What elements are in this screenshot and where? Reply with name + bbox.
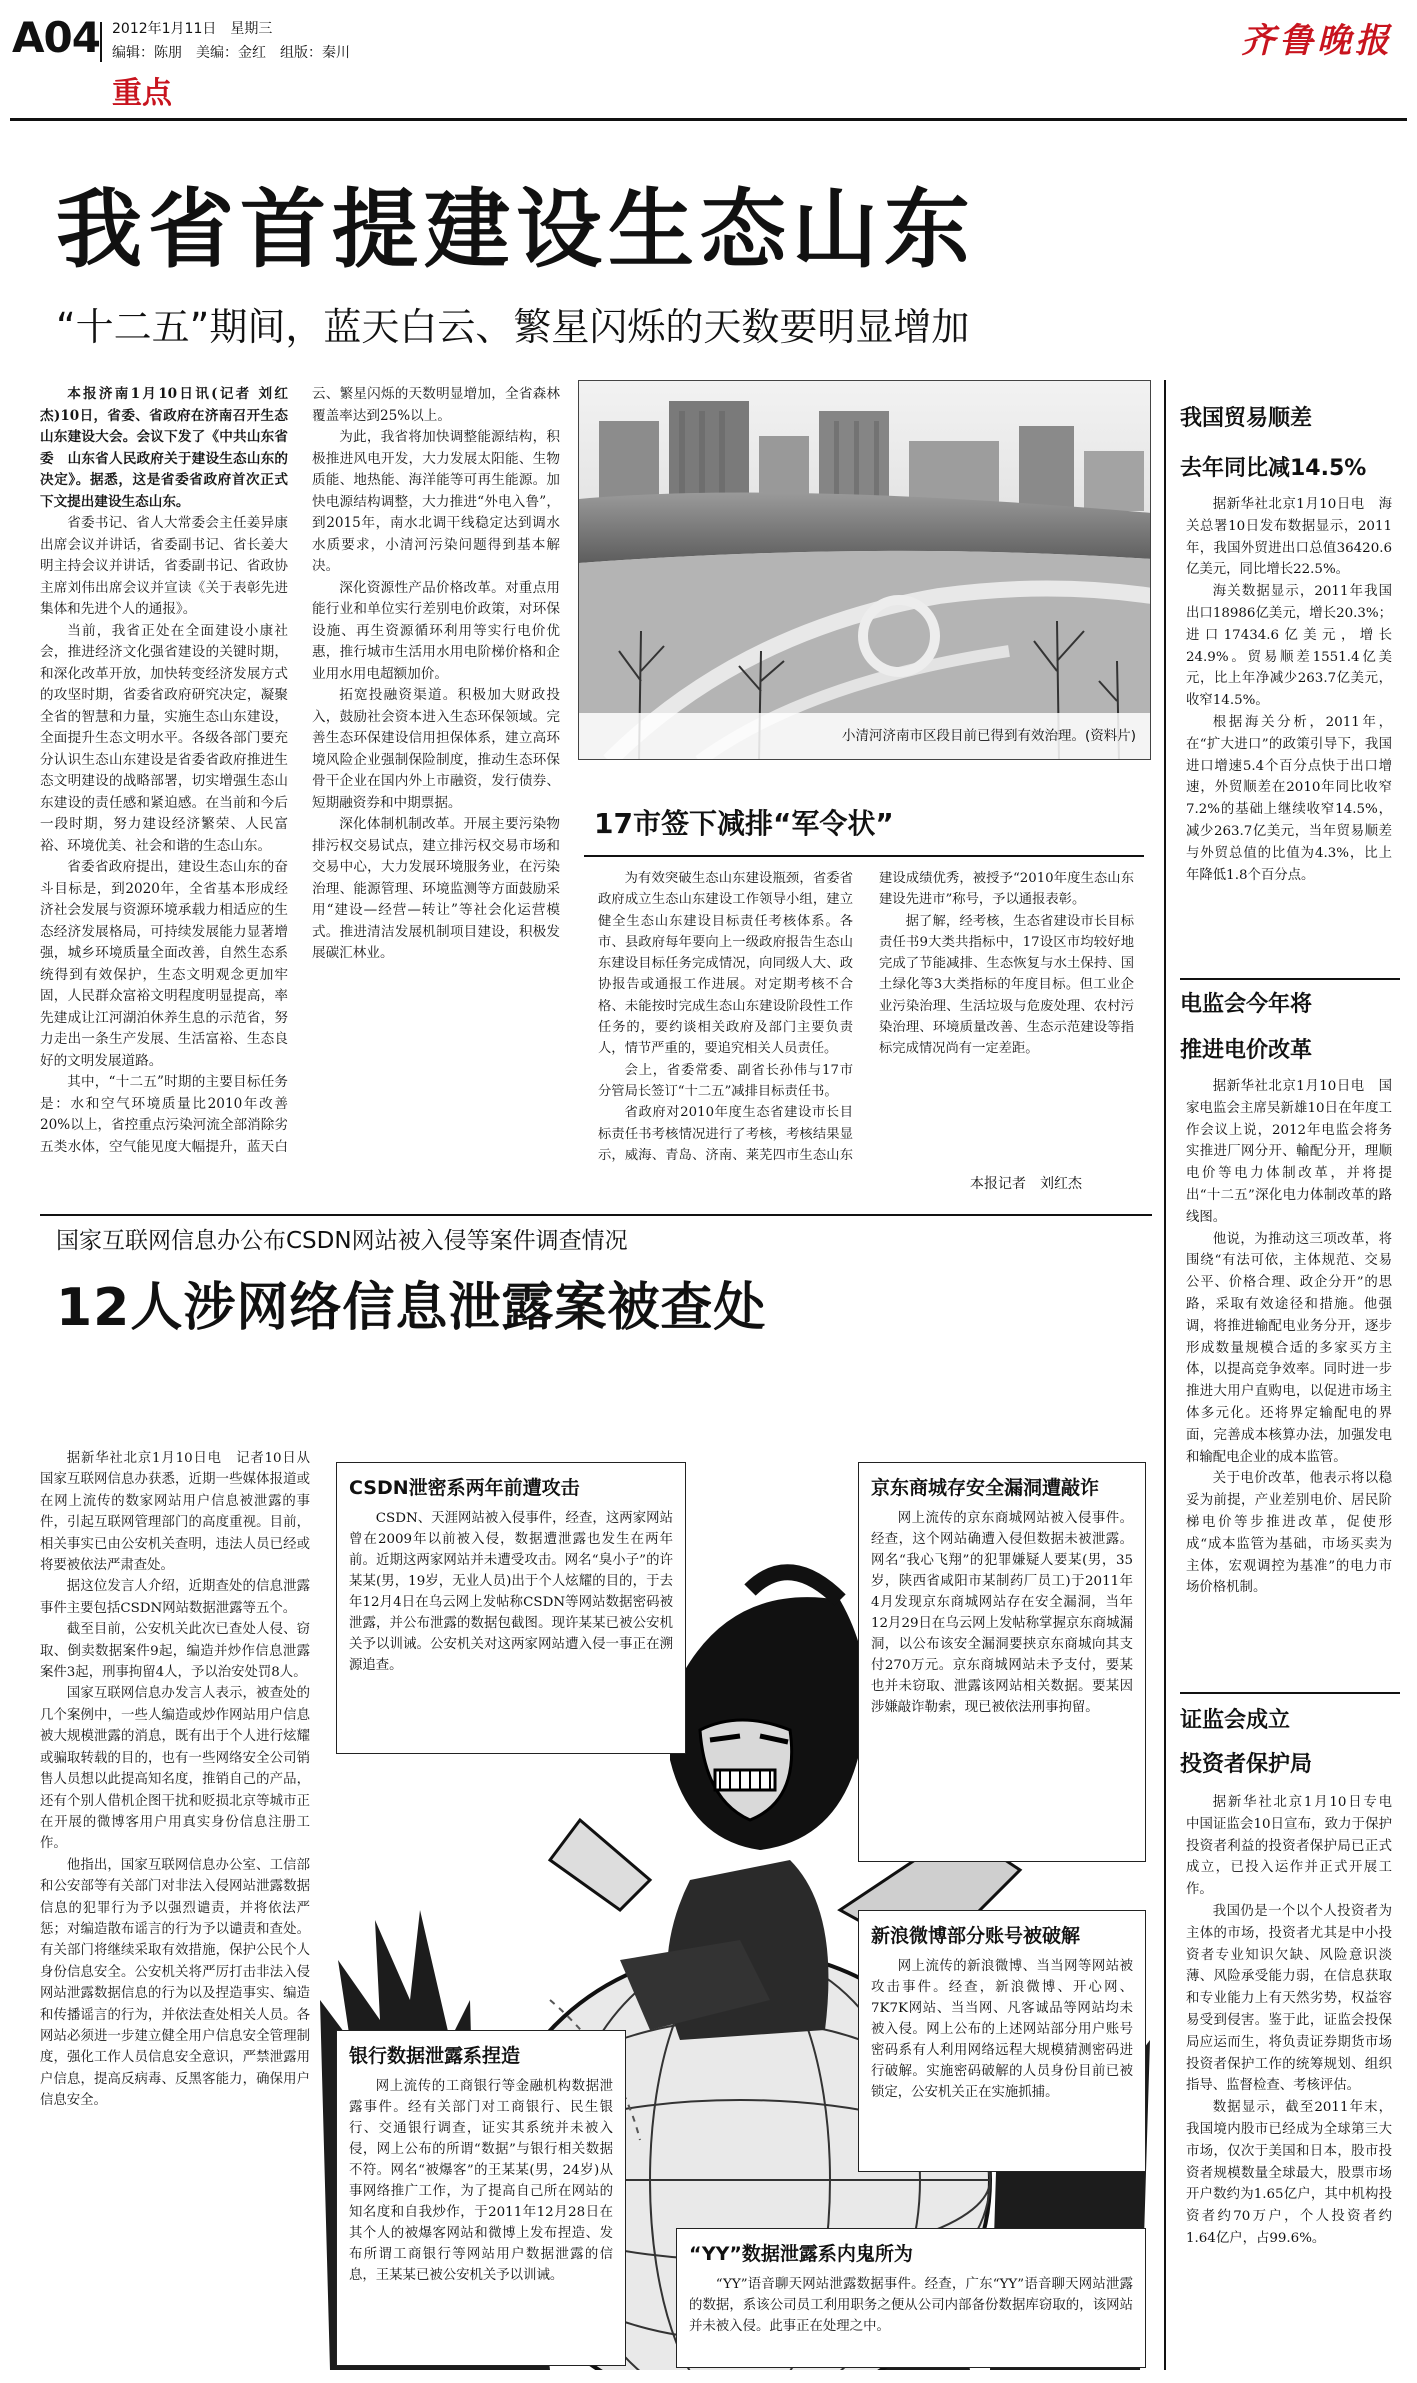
page-number: A04 (12, 13, 100, 62)
header-rule (10, 118, 1407, 121)
sub-story-body (598, 868, 1134, 1178)
lead-paragraph: 本报济南1月10日讯(记者 刘红杰)10日，省委、省政府在济南召开生态山东建设大会。会议下发了《中共山东省委 山东省人民政府关于建设生态山东的决定》。据悉，这是省委省政府首次正式下文提出建设生态山东。 (40, 386, 288, 510)
csdn-paragraph: 据新华社北京1月10日电 记者10日从国家互联网信息办获悉，近期一些媒体报道或在网上流传的数家网站用户信息被泄露的事件，引起互联网管理部门的高度重视。目前，相关事实已由公安机关查明，违法人员已经或将要被依法严肃查处。 (40, 1451, 310, 1574)
box-csdn-text: CSDN、天涯网站被入侵事件，经查，这两家网站曾在2009年以前被入侵，数据遭泄露也发生在两年前。近期这两家网站并未遭受攻击。网名“臭小子”的许某某(男，19岁，无业人员)出于个人炫耀的目的，于去年12月4日在乌云网上发帖称CSDN等网站数据密码被泄露，并公布泄露的数据包截图。现许某某已被公安机关予以训诫。公安机关对这两家网站遭入侵一事正在溯源追查。 (349, 1511, 673, 1673)
lead-paragraph: 深化资源性产品价格改革。对重点用能行业和单位实行差别电价政策，对环保设施、再生资源循环利用等实行电价优惠，推行城市生活用水用电阶梯价格和企业用水用电超额加价。 (312, 579, 560, 682)
sidebar-trade-title-line: 去年同比减14.5% (1180, 456, 1367, 481)
sidebar-power-paragraph: 他说，为推动这三项改革，将围绕“有法可依，主体规范、交易公平、价格合理、政企分开”的思路，采取有效途径和措施。他强调，将推进输配电业务分开，逐步形成数量规模合适的多家买方主体，以提高竞争效率。同时进一步推进大用户直购电，以促进市场主体多元化。还将界定输配电的界面，完善成本核算办法，加强发电和输配电企业的成本监管。 (1186, 1231, 1392, 1465)
sidebar-trade-paragraph: 根据海关分析，2011年，在“扩大进口”的政策引导下，我国进口增速5.4个百分点快于出口增速，外贸顺差在2010年同比收窄7.2%的基础上继续收窄14.5%，减少263.7亿美元，当年贸易顺差与外贸总值的比值为4.3%，比上年降低1.8个百分点。 (1186, 714, 1392, 883)
csdn-paragraph: 据这位发言人介绍，近期查处的信息泄露事件主要包括CSDN网站数据泄露等五个。 (40, 1579, 310, 1616)
masthead-logo: 齐鲁晚报 (1241, 21, 1393, 61)
box-bank (336, 2030, 626, 2366)
photo-caption: 小清河济南市区段目前已得到有效治理。(资料片) (841, 728, 1136, 744)
box-sina (858, 1910, 1146, 2172)
sub-paragraph: 省政府对2010年度生态省建设市长目标责任书考核情况进行了考核，考核结果显示，威海、青岛、济南、莱芜四市生态山东建设成绩优秀，被授予“2010年度生态山东建设先进市”称号，予以通报表彰。 (598, 871, 1134, 1163)
box-jd-title: 京东商城存安全漏洞遭敲诈 (871, 1477, 1100, 1499)
sidebar-csrc-paragraph: 据新华社北京1月10日专电 中国证监会10日宣布，致力于保护投资者利益的投资者保护局已正式成立，已投入运作并正式开展工作。 (1186, 1795, 1406, 1898)
box-yy-title: “YY”数据泄露系内鬼所为 (689, 2243, 913, 2265)
box-sina-text: 网上流传的新浪微博、当当网等网站被攻击事件。经查，新浪微博、开心网、7K7K网站、当当网、凡客诚品等网站均未被入侵。网上公布的上述网站部分用户账号密码系有人利用网络远程大规模猜测密码进行破解。实施密码破解的人员身份目前已被锁定，公安机关正在实施抓捕。 (871, 1959, 1133, 2100)
sidebar-rule (1180, 1692, 1400, 1694)
header-divider-vertical (100, 22, 102, 62)
section-label: 重点 (112, 76, 172, 111)
csdn-paragraph: 国家互联网信息办发言人表示，被查处的几个案例中，一些人编造或炒作网站用户信息被大规模泄露的消息，既有出于个人进行炫耀或骗取转载的目的，也有一些网络安全公司销售人员想以此提高知名度，推销自己的产品，还有个别人借机企图干扰和贬损北京等城市正在开展的微博客用户用真实身份信息注册工作。 (40, 1686, 310, 1852)
sidebar-csrc-title-line: 投资者保护局 (1180, 1752, 1313, 1777)
csdn-paragraph: 他指出，国家互联网信息办公室、工信部和公安部等有关部门对非法入侵网站泄露数据信息的犯罪行为予以强烈谴责，并将依法严惩；对编造散布谣言的行为予以谴责和查处。有关部门将继续采取有效措施，保护公民个人身份信息安全。公安机关将严厉打击非法入侵网站泄露数据信息的行为以及捏造事实、编造和传播谣言的行为，并依法查处相关人员。各网站必须进一步建立健全用户信息安全管理制度，强化工作人员信息安全意识，严禁泄露用户信息，提高反病毒、反黑客能力，确保用户信息安全。 (40, 1857, 310, 2109)
sub-byline: 本报记者 刘红杰 (970, 1176, 1082, 1192)
mid-page-rule (40, 1214, 1152, 1216)
sidebar-rule (1180, 978, 1400, 980)
sidebar-trade-body (1186, 494, 1392, 886)
sidebar-trade-paragraph: 据新华社北京1月10日电 海关总署10日发布数据显示，2011年，我国外贸进出口总值36420.6亿美元，同比增长22.5%。 (1186, 497, 1392, 578)
date-line: 2012年1月11日 星期三 (112, 21, 273, 37)
sub-paragraph: 为有效突破生态山东建设瓶颈，省委省政府成立生态山东建设工作领导小组，建立健全生态山东建设目标责任考核体系。各市、县政府每年要向上一级政府报告生态山东建设目标任务完成情况，向同级人大、政协报告或通报工作进展。对定期考核不合格、未能按时完成生态山东建设阶段性工作任务的，要约谈相关政府及部门主要负责人，情节严重的，要追究相关人员责任。 (598, 871, 853, 1057)
sidebar-csrc-body (1186, 1792, 1406, 2250)
lead-paragraph: 为此，我省将加快调整能源结构，积极推进风电开发，大力发展太阳能、生物质能、地热能、海洋能等可再生能源。加快电源结构调整，大力推进“外电入鲁”，到2015年，南水北调干线稳定达到调水水质要求，小清河污染问题得到基本解决。 (312, 429, 560, 574)
lead-headline: 我省首提建设生态山东 (56, 180, 976, 280)
box-jd (858, 1462, 1146, 1862)
csdn-paragraph: 截至目前，公安机关此次已查处人侵、窃取、倒卖数据案件9起，编造并炒作信息泄露案件3起，刑事拘留4人，予以治安处罚8人。 (40, 1622, 310, 1681)
lead-paragraph: 省委省政府提出，建设生态山东的奋斗目标是，到2020年，全省基本形成经济社会发展与资源环境承载力相适应的生态经济发展格局，可持续发展能力显著增强，城乡环境质量全面改善，自然生态系统得到有效保护，生态文明观念更加牢固，人民群众富裕文明程度明显提高，率先建成让江河湖泊休养生息的示范省，努力走出一条生产发展、生活富裕、生态良好的文明发展道路。 (40, 859, 288, 1069)
sidebar-trade-paragraph: 海关数据显示，2011年我国出口18986亿美元，增长20.3%；进口17434.6亿美元，增长24.9%。贸易顺差1551.4亿美元，比上年净减少263.7亿美元，收窄14.5%。 (1186, 584, 1392, 709)
sidebar-csrc-title-line: 证监会成立 (1180, 1708, 1291, 1733)
sidebar-power-paragraph: 关于电价改革，他表示将以稳妥为前提，产业差别电价、居民阶梯电价等步推进改革，促使形成“成本监管为基础，市场买卖为主体，宏观调控为基准”的电力市场价格机制。 (1186, 1471, 1392, 1596)
main-sidebar-divider (1164, 380, 1166, 2370)
lead-paragraph: 当前，我省正处在全面建设小康社会，推进经济文化强省建设的关键时期，和深化改革开放，加快转变经济发展方式的攻坚时期，省委省政府研究决定，凝聚全省的智慧和力量，实施生态山东建设，全面提升生态文明水平。各级各部门要充分认识生态山东建设是省委省政府推进生态文明建设的战略部署，切实增强生态山东建设的责任感和紧迫感。在当前和今后一段时期，努力建设经济繁荣、人民富裕、环境优美、社会和谐的生态山东。 (40, 622, 288, 854)
sidebar-power-body (1186, 1076, 1392, 1599)
csdn-kicker: 国家互联网信息办公布CSDN网站被入侵等案件调查情况 (56, 1228, 628, 1254)
lead-paragraph: 深化体制机制改革。开展主要污染物排污权交易试点，建立排污权交易市场和交易中心，大力发展环境服务业，在污染治理、能源管理、环境监测等方面鼓励采用“建设—经营—转让”等社会化运营模式。推进清洁发展机制项目建设，积极发展碳汇林业。 (312, 816, 560, 961)
lead-paragraph: 拓宽投融资渠道。积极加大财政投入，鼓励社会资本进入生态环保领域。完善生态环保建设信用担保体系，建立高环境风险企业强制保险制度，推动生态环保骨干企业在国内外上市融资，发行债券、短期融资券和中期票据。 (312, 687, 560, 811)
box-yy-text: “YY”语音聊天网站泄露数据事件。经查，广东“YY”语音聊天网站泄露的数据，系该公司员工利用职务之便从公司内部备份数据库窃取的，该网站并未被入侵。此事正在处理之中。 (689, 2277, 1133, 2334)
box-jd-text: 网上流传的京东商城网站被入侵事件。经查，这个网站确遭入侵但数据未被泄露。网名“我心飞翔”的犯罪嫌疑人要某(男，35岁，陕西省咸阳市某制药厂员工)于2011年4月发现京东商城网站存在安全漏洞，当年12月29日在乌云网上发帖称掌握京东商城漏洞，以公布该安全漏洞要挟京东商城向其支付270万元。京东商城网站未予支付，要某也并未窃取、泄露该网站相关数据。要某因涉嫌敲诈勒索，现已被依法刑事拘留。 (871, 1511, 1133, 1715)
sidebar-csrc-title (1180, 1702, 1400, 1784)
sidebar-trade-title-line: 我国贸易顺差 (1180, 406, 1313, 431)
lead-paragraph: 其中，“十二五”时期的主要目标任务是：水和空气环境质量比2010年改善20%以上，省控重点污染河流全部消除劣五类水体，空气能见度大幅提升，蓝天白云、繁星闪烁的天数明显增加，全省森林覆盖率达到25%以上。 (40, 386, 560, 1155)
sub-paragraph: 会上，省委常委、副省长孙伟与17市分管局长签订“十二五”减排目标责任书。 (598, 1062, 853, 1099)
box-csdn (336, 1462, 686, 1754)
sidebar-power-paragraph: 据新华社北京1月10日电 国家电监会主席吴新雄10日在年度工作会议上说，2012年电监会将务实推进厂网分开、輸配分开，理顺电价等电力体制改革，并将提出“十二五”深化电力体制改革的路线图。 (1186, 1079, 1392, 1225)
box-bank-text: 网上流传的工商银行等金融机构数据泄露事件。经有关部门对工商银行、民生银行、交通银行调查，证实其系统并未被入侵，网上公布的所谓“数据”与银行相关数据不符。网名“被爆客”的王某某(男，24岁)从事网络推广工作，为了提高自己所在网站的知名度和自我炒作，于2011年12月28日在其个人的被爆客网站和微博上发布捏造、发布所谓工商银行等网站用户数据泄露的信息，王某某已被公安机关予以训诫。 (349, 2079, 613, 2283)
box-yy (676, 2228, 1146, 2368)
sidebar-power-title-line: 推进电价改革 (1180, 1038, 1313, 1063)
sidebar-power-title-line: 电监会今年将 (1180, 992, 1313, 1017)
csdn-story-body (40, 1448, 310, 2368)
box-bank-title: 银行数据泄露系捏造 (349, 2045, 521, 2067)
lead-story-body (40, 384, 560, 1200)
csdn-headline: 12人涉网络信息泄露案被查处 (56, 1278, 767, 1338)
box-sina-title: 新浪微博部分账号被破解 (871, 1925, 1081, 1947)
box-csdn-title: CSDN泄密系两年前遭攻击 (349, 1477, 580, 1499)
sub-headline: 17市签下减排“军令状” (594, 807, 894, 840)
lead-paragraph: 省委书记、省人大常委会主任姜异康出席会议并讲话，省委副书记、省长姜大明主持会议并讲话，省委副书记、省政协主席刘伟出席会议并宣读《关于表彰先进集体和先进个人的通报》。 (40, 515, 288, 617)
editors-line: 编辑：陈朋 美编：金红 组版：秦川 (112, 45, 350, 61)
sub-paragraph: 据了解，经考核，生态省建设市长目标责任书9大类共指标中，17设区市均较好地完成了节能减排、生态恢复与水土保持、国土绿化等3大类指标的年度目标。但工业企业污染治理、生活垃圾与危废处理、农村污染治理、环境质量改善、生态示范建设等指标完成情况尚有一定差距。 (879, 913, 1134, 1057)
sidebar-csrc-paragraph: 我国仍是一个以个人投资者为主体的市场，投资者尤其是中小投资者专业知识欠缺、风险意识淡薄、风险承受能力弱，在信息获取和专业能力上有天然劣势，权益容易受到侵害。鉴于此，证监会投保局应运而生，将负责证券期货市场投资者保护工作的统筹规划、组织指导、监督检查、考核评估。 (1186, 1903, 1392, 2094)
sidebar-trade-title (1180, 400, 1400, 488)
lead-subheadline: “十二五”期间，蓝天白云、繁星闪烁的天数要明显增加 (56, 305, 970, 349)
sub-headline-rule (584, 855, 1144, 857)
sidebar-power-title (1180, 986, 1400, 1070)
river-photo (578, 380, 1151, 760)
sidebar-csrc-paragraph: 数据显示，截至2011年末，我国境内股市已经成为全球第三大市场，仅次于美国和日本，股市投资者规模数量全球最大，股票市场开户数约为1.65亿户，其中机构投资者约70万户，个人投资者约1.64亿户，占99.6%。 (1186, 2100, 1392, 2246)
